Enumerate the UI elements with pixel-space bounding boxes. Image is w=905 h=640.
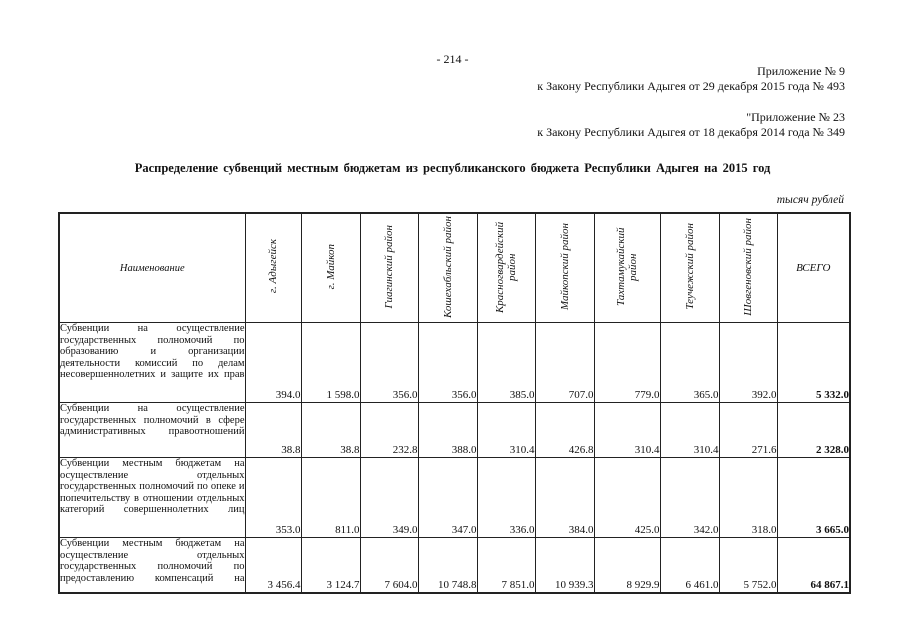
table-cell: 7 851.0 [477, 538, 535, 593]
table-cell: 342.0 [660, 458, 719, 538]
table-cell: 6 461.0 [660, 538, 719, 593]
table-cell: 38.8 [301, 403, 360, 458]
column-header: Тахтамукайский район [594, 213, 660, 323]
column-header: Кошехабльский район [418, 213, 477, 323]
table-cell: 394.0 [245, 323, 301, 403]
appendix-law-reference: к Закону Республики Адыгея от 29 декабря 2015 года № 493 [537, 79, 845, 93]
table-cell: 388.0 [418, 403, 477, 458]
table-cell: 384.0 [535, 458, 594, 538]
row-total: 5 332.0 [777, 323, 850, 403]
row-total: 2 328.0 [777, 403, 850, 458]
table-cell: 425.0 [594, 458, 660, 538]
table-cell: 5 752.0 [719, 538, 777, 593]
table-cell: 336.0 [477, 458, 535, 538]
table-cell: 8 929.9 [594, 538, 660, 593]
table-cell: 365.0 [660, 323, 719, 403]
table-row [59, 458, 850, 538]
column-header: Теучежский район [660, 213, 719, 323]
table-cell: 310.4 [660, 403, 719, 458]
previous-appendix-header [537, 110, 845, 140]
table-cell: 318.0 [719, 458, 777, 538]
table-cell: 271.6 [719, 403, 777, 458]
subventions-table [58, 212, 851, 594]
document-title: Распределение субвенций местным бюджетам из республиканского бюджета Республики Адыгея на 2015 год [134, 161, 771, 175]
table-cell: 3 124.7 [301, 538, 360, 593]
column-header: Красногвардейский район [477, 213, 535, 323]
table-cell: 811.0 [301, 458, 360, 538]
table-cell: 426.8 [535, 403, 594, 458]
table-cell: 356.0 [418, 323, 477, 403]
column-header-total: ВСЕГО [777, 213, 850, 323]
row-total: 64 867.1 [777, 538, 850, 593]
appendix-header [537, 64, 845, 94]
table-cell: 10 939.3 [535, 538, 594, 593]
column-header: Гиагинский район [360, 213, 418, 323]
table-cell: 385.0 [477, 323, 535, 403]
row-name: Субвенции местным бюджетам на осуществление отдельных государственных полномочий по предоставлению компенсаций на [59, 538, 245, 593]
table-row [59, 323, 850, 403]
previous-appendix-number: "Приложение № 23 [746, 110, 845, 124]
row-name: Субвенции на осуществление государственных полномочий по образованию и организации деятельности комиссий по делам несовершеннолетних и защите их прав [59, 323, 245, 403]
previous-appendix-law-reference: к Закону Республики Адыгея от 18 декабря 2014 года № 349 [537, 125, 845, 139]
table-cell: 707.0 [535, 323, 594, 403]
table-row [59, 538, 850, 593]
table-cell: 347.0 [418, 458, 477, 538]
column-header: Шовгеновский район [719, 213, 777, 323]
page-number: - 214 - [436, 52, 469, 66]
table-cell: 232.8 [360, 403, 418, 458]
appendix-number: Приложение № 9 [757, 64, 845, 78]
row-name: Субвенции местным бюджетам на осуществление отдельных государственных полномочий по опеке и попечительству в отношении отдельных категорий совершеннолетних лиц [59, 458, 245, 538]
table-cell: 310.4 [594, 403, 660, 458]
column-header: г. Майкоп [301, 213, 360, 323]
table-cell: 353.0 [245, 458, 301, 538]
column-header-name: Наименование [59, 213, 245, 323]
table-cell: 3 456.4 [245, 538, 301, 593]
column-header: г. Адыгейск [245, 213, 301, 323]
table-cell: 310.4 [477, 403, 535, 458]
table-header-row [59, 213, 850, 323]
table-cell: 356.0 [360, 323, 418, 403]
row-total: 3 665.0 [777, 458, 850, 538]
row-name: Субвенции на осуществление государственных полномочий в сфере административных правоотношений [59, 403, 245, 458]
table-cell: 349.0 [360, 458, 418, 538]
table-row [59, 403, 850, 458]
table-cell: 7 604.0 [360, 538, 418, 593]
table-cell: 1 598.0 [301, 323, 360, 403]
table-cell: 38.8 [245, 403, 301, 458]
units-label: тысяч рублей [776, 194, 844, 206]
table-cell: 392.0 [719, 323, 777, 403]
table-cell: 779.0 [594, 323, 660, 403]
column-header: Майкопский район [535, 213, 594, 323]
table-cell: 10 748.8 [418, 538, 477, 593]
